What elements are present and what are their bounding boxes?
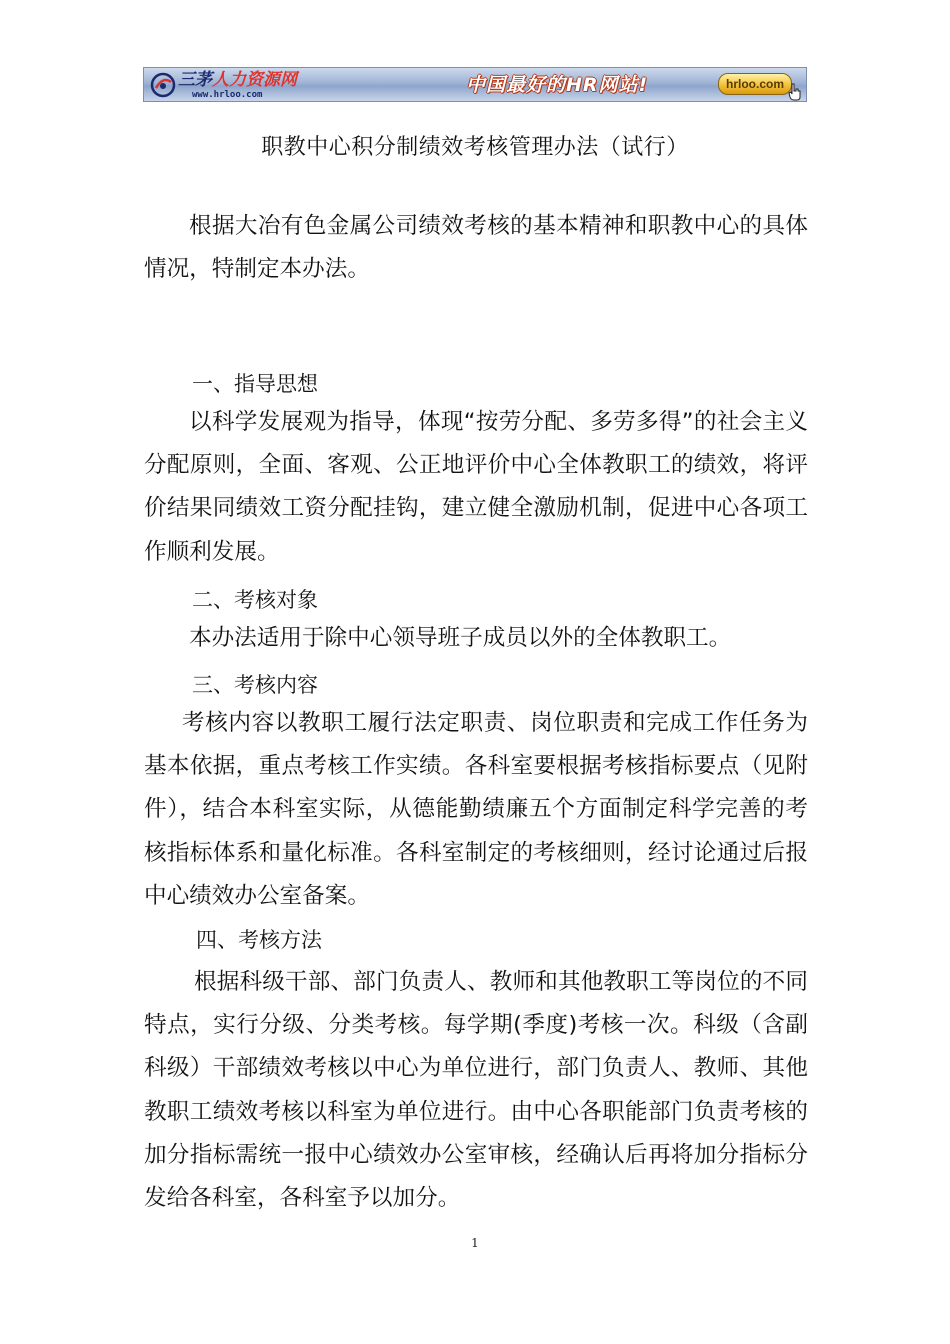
section-body-2: 本办法适用于除中心领导班子成员以外的全体教职工。	[189, 625, 732, 651]
site-link-button[interactable]: hrloo.com	[718, 73, 792, 95]
hrloo-banner[interactable]	[143, 67, 807, 102]
section-heading-2: 二、考核对象	[192, 588, 318, 612]
logo-text-part1: 三茅	[178, 70, 212, 90]
logo-text-part2: 人力资源网	[212, 70, 297, 90]
section-body-4: 根据科级干部、部门负责人、教师和其他教职工等岗位的不同特点，实行分级、分类考核。每学期(季度)考核一次。科级（含副科级）干部绩效考核以中心为单位进行，部门负责人、教师、其他教职工绩效考核以科室为单位进行。由中心各职能部门负责考核的加分指标需统一报中心绩效办公室审核，经确认后再将加分指标分发给各科室，各科室予以加分。	[144, 969, 808, 1212]
section-heading-1: 一、指导思想	[192, 372, 318, 396]
section-heading-3: 三、考核内容	[192, 673, 318, 697]
banner-slogan: 中国最好的HR网站!	[466, 74, 649, 96]
intro-paragraph: 根据大冶有色金属公司绩效考核的基本精神和职教中心的具体情况，特制定本办法。	[144, 213, 808, 283]
document-title: 职教中心积分制绩效考核管理办法（试行）	[261, 135, 689, 160]
logo-text	[178, 70, 297, 90]
section-body-1: 以科学发展观为指导，体现“按劳分配、多劳多得”的社会主义分配原则，全面、客观、公正地评价中心全体教职工的绩效，将评价结果同绩效工资分配挂钩，建立健全激励机制，促进中心各项工作顺利发展。	[144, 409, 808, 565]
section-body-3: 考核内容以教职工履行法定职责、岗位职责和完成工作任务为基本依据，重点考核工作实绩。各科室要根据考核指标要点（见附件），结合本科室实际，从德能勤绩廉五个方面制定科学完善的考核指标体系和量化标准。各科室制定的考核细则，经讨论通过后报中心绩效办公室备案。	[144, 710, 808, 909]
section-heading-4: 四、考核方法	[196, 928, 322, 952]
page-number: 1	[471, 1236, 479, 1250]
logo-url: www.hrloo.com	[192, 90, 263, 100]
hand-cursor-icon	[788, 83, 802, 101]
logo-swoosh-icon	[150, 72, 176, 98]
